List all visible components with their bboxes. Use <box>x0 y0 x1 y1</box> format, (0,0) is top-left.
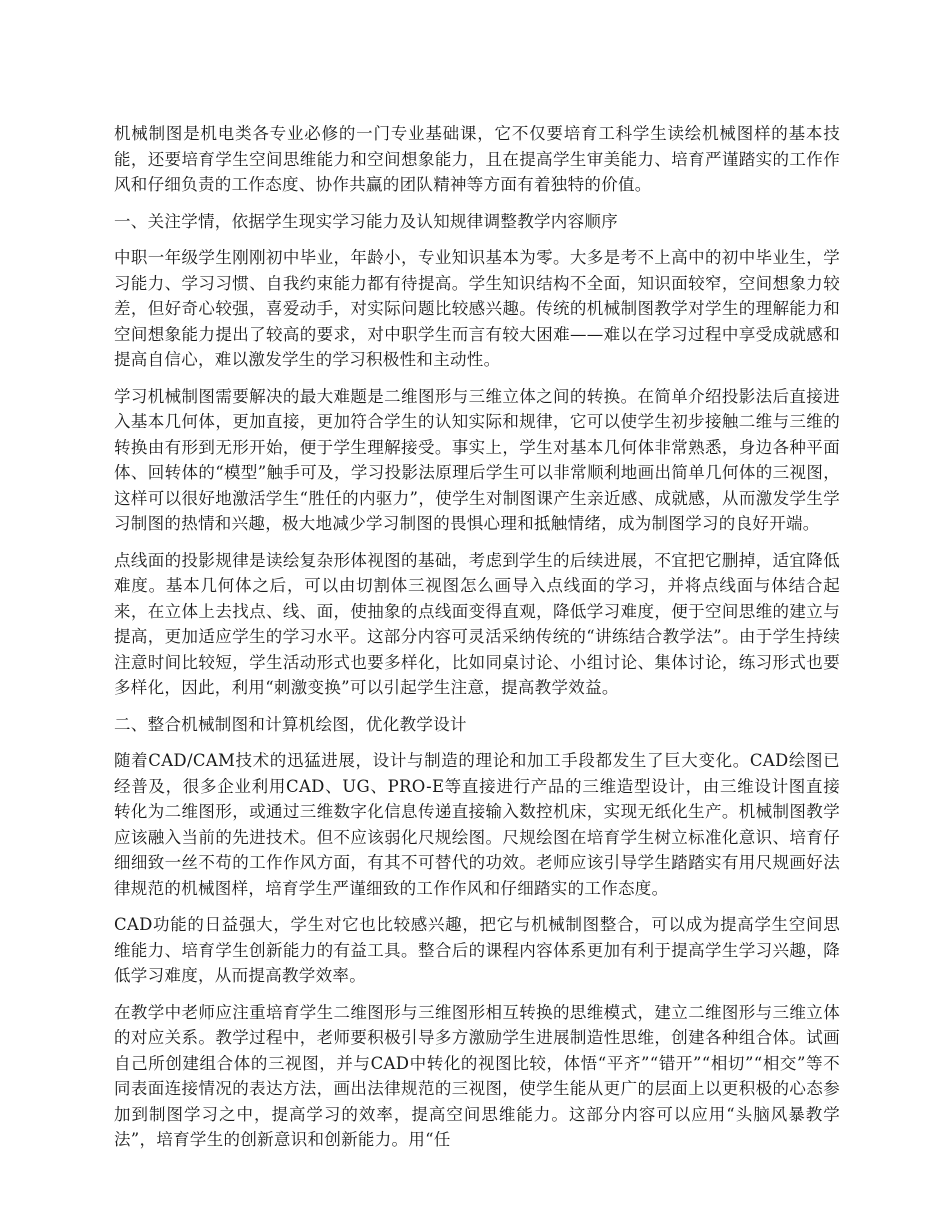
intro-paragraph: 机械制图是机电类各专业必修的一门专业基础课，它不仅要培育工科学生读绘机械图样的基本技能，还要培育学生空间思维能力和空间想象能力，且在提高学生审美能力、培育严谨踏实的工作作风和仔细负责的工作态度、协作共赢的团队精神等方面有着独特的价值。 <box>114 124 840 194</box>
body-paragraph: 随着CAD/CAM技术的迅猛进展，设计与制造的理论和加工手段都发生了巨大变化。CAD绘图已经普及，很多企业利用CAD、UG、PRO-E等直接进行产品的三维造型设计，由三维设计图直接转化为二维图形，或通过三维数字化信息传递直接输入数控机床，实现无纸化生产。机械制图教学应该融入当前的先进技术。但不应该弱化尺规绘图。尺规绘图在培育学生树立标准化意识、培育仔细细致一丝不苟的工作作风方面，有其不可替代的功效。老师应该引导学生踏踏实有用尺规画好法律规范的机械图样，培育学生严谨细致的工作作风和仔细踏实的工作态度。 <box>114 751 840 898</box>
section-heading-2: 二、整合机械制图和计算机绘图，优化教学设计 <box>114 714 467 734</box>
body-paragraph: 中职一年级学生刚刚初中毕业，年龄小，专业知识基本为零。大多是考不上高中的初中毕业生，学习能力、学习习惯、自我约束能力都有待提高。学生知识结构不全面，知识面较窄，空间想象力较差，但好奇心较强，喜爱动手，对实际问题比较感兴趣。传统的机械制图教学对学生的理解能力和空间想象能力提出了较高的要求，对中职学生而言有较大困难——难以在学习过程中享受成就感和提高自信心，难以激发学生的学习积极性和主动性。 <box>114 248 840 369</box>
section-heading-1: 一、关注学情，依据学生现实学习能力及认知规律调整教学内容顺序 <box>114 211 618 231</box>
body-paragraph: 学习机械制图需要解决的最大难题是二维图形与三维立体之间的转换。在简单介绍投影法后直接进入基本几何体，更加直接，更加符合学生的认知实际和规律，它可以使学生初步接触二维与三维的转换由有形到无形开始，便于学生理解接受。事实上，学生对基本几何体非常熟悉，身边各种平面体、回转体的“模型”触手可及，学习投影法原理后学生可以非常顺利地画出简单几何体的三视图，这样可以很好地激活学生“胜任的内驱力”，使学生对制图课产生亲近感、成就感，从而激发学生学习制图的热情和兴趣，极大地减少学习制图的畏惧心理和抵触情绪，成为制图学习的良好开端。 <box>114 386 840 533</box>
body-paragraph: 点线面的投影规律是读绘复杂形体视图的基础，考虑到学生的后续进展，不宜把它删掉，适宜降低难度。基本几何体之后，可以由切割体三视图怎么画导入点线面的学习，并将点线面与体结合起来，在立体上去找点、线、面，使抽象的点线面变得直观，降低学习难度，便于空间思维的建立与提高，更加适应学生的学习水平。这部分内容可灵活采纳传统的“讲练结合教学法”。由于学生持续注意时间比较短，学生活动形式也要多样化，比如同桌讨论、小组讨论、集体讨论，练习形式也要多样化，因此，利用“刺激变换”可以引起学生注意，提高教学效益。 <box>114 550 840 697</box>
body-paragraph: 在教学中老师应注重培育学生二维图形与三维图形相互转换的思维模式，建立二维图形与三维立体的对应关系。教学过程中，老师要积极引导多方激励学生进展制造性思维，创建各种组合体。试画自己所创建组合体的三视图，并与CAD中转化的视图比较，体悟“平齐”“错开”“相切”“相交”等不同表面连接情况的表达方法，画出法律规范的三视图，使学生能从更广的层面上以更积极的心态参加到制图学习之中，提高学习的效率，提高空间思维能力。这部分内容可以应用“头脑风暴教学法”，培育学生的创新意识和创新能力。用“任 <box>114 1002 840 1149</box>
document-body <box>114 121 840 1164</box>
body-paragraph: CAD功能的日益强大，学生对它也比较感兴趣，把它与机械制图整合，可以成为提高学生空间思维能力、培育学生创新能力的有益工具。整合后的课程内容体系更加有利于提高学生学习兴趣，降低学习难度，从而提高教学效率。 <box>114 915 840 985</box>
